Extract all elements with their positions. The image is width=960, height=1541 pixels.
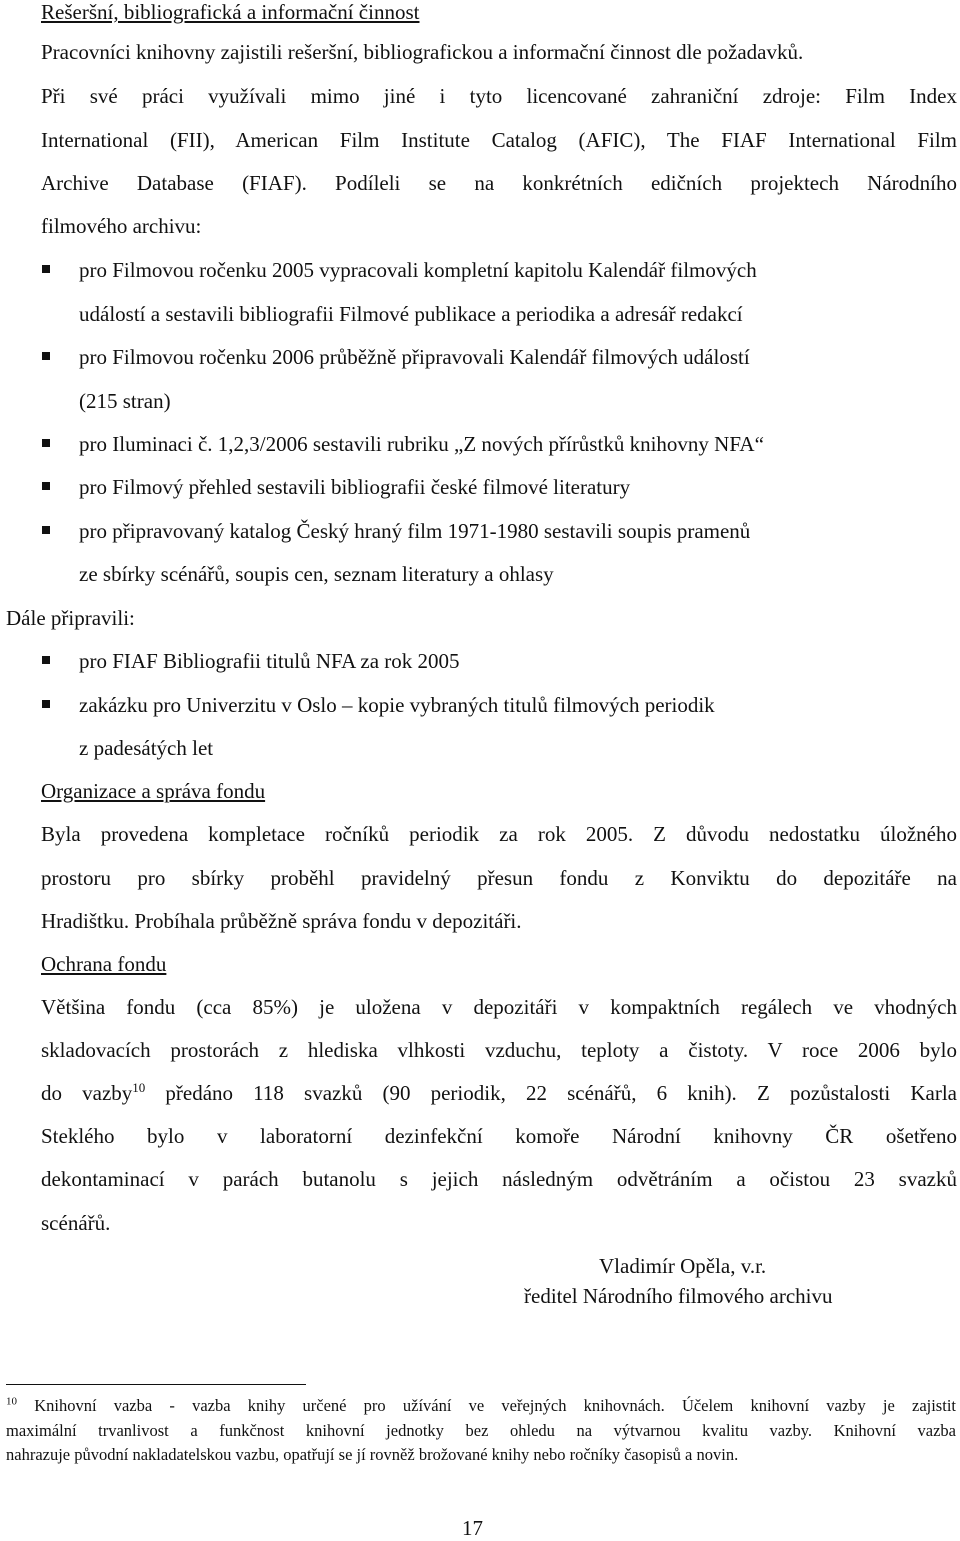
list-item: událostí a sestavili bibliografii Filmové publikace a periodika a adresář redakcí [79,302,743,326]
footnote-ref: 10 [132,1080,146,1095]
footnote-line: maximální trvanlivost a funkčnost knihovní jednotky bez ohledu na výtvarnou kvalitu vazby. Knihovní vazba [6,1421,956,1440]
list-item: pro Filmový přehled sestavili bibliografii české filmové literatury [79,475,631,499]
list-item: pro Filmovou ročenku 2005 vypracovali kompletní kapitolu Kalendář filmových [79,258,757,282]
signature-title: ředitel Národního filmového archivu [524,1284,833,1308]
para-line: prostoru pro sbírky proběhl pravidelný přesun fondu z Konviktu do depozitáře na [41,866,957,890]
para-line: Steklého bylo v laboratorní dezinfekční komoře Národní knihovny ČR ošetřeno [41,1124,957,1148]
list-item: ze sbírky scénářů, soupis cen, seznam literatury a ohlasy [79,562,554,586]
para-text: předáno 118 svazků (90 periodik, 22 scénářů, 6 knih). Z pozůstalosti Karla [145,1081,957,1105]
list-item: pro Filmovou ročenku 2006 průběžně připravovali Kalendář filmových událostí [79,345,750,369]
list-item: pro připravovaný katalog Český hraný film 1971-1980 sestavili soupis pramenů [79,519,751,543]
para-line: Archive Database (FIAF). Podíleli se na konkrétních edičních projektech Národního [41,171,957,195]
signature-name: Vladimír Opěla, v.r. [599,1254,767,1278]
also-label: Dále připravili: [6,606,135,630]
footnote-number: 10 [6,1395,17,1408]
page-number: 17 [462,1516,483,1540]
list-item: pro FIAF Bibliografii titulů NFA za rok 2005 [79,649,460,673]
bullet-icon [42,656,50,664]
list-item: z padesátých let [79,736,214,760]
para-line: dekontaminací v parách butanolu s jejich následným odvětráním a očistou 23 svazků [41,1167,957,1191]
para-line: Většina fondu (cca 85%) je uložena v depozitáři v kompaktních regálech ve vhodných [41,995,957,1019]
para-line: skladovacích prostorách z hlediska vlhkosti vzduchu, teploty a čistoty. V roce 2006 bylo [41,1038,957,1062]
bullet-icon [42,352,50,360]
bullet-icon [42,700,50,708]
para-line [41,1081,957,1105]
footnote-divider [6,1384,306,1385]
para-line: Hradištku. Probíhala průběžně správa fondu v depozitáři. [41,909,522,933]
bullet-icon [42,526,50,534]
list-item: (215 stran) [79,389,171,413]
para-line: Byla provedena kompletace ročníků periodik za rok 2005. Z důvodu nedostatku úložného [41,822,957,846]
section-heading-protection: Ochrana fondu [41,952,167,976]
para-line: scénářů. [41,1211,111,1235]
section-heading-organization: Organizace a správa fondu [41,779,266,803]
para-text: do vazby [41,1081,133,1105]
footnote-line: nahrazuje původní nakladatelskou vazbu, opatřují se jí rovněž brožované knihy nebo ročníky časopisů a novin. [6,1445,739,1464]
intro-text: Pracovníci knihovny zajistili rešeršní, bibliografickou a informační činnost dle požadavků. [41,40,804,64]
para-line: filmového archivu: [41,214,202,238]
list-item: zakázku pro Univerzitu v Oslo – kopie vybraných titulů filmových periodik [79,693,715,717]
list-item: pro Iluminaci č. 1,2,3/2006 sestavili rubriku „Z nových přírůstků knihovny NFA“ [79,432,764,456]
para-line: International (FII), American Film Institute Catalog (AFIC), The FIAF International Film [41,128,957,152]
bullet-icon [42,439,50,447]
para-line: Při své práci využívali mimo jiné i tyto licencované zahraniční zdroje: Film Index [41,84,957,108]
section-heading-research: Rešeršní, bibliografická a informační činnost [41,0,420,24]
footnote-text: Knihovní vazba - vazba knihy určené pro užívání ve veřejných knihovnách. Účelem knihovní vazby je zajistit [17,1396,956,1415]
footnote-line [6,1395,956,1416]
bullet-icon [42,482,50,490]
bullet-icon [42,265,50,273]
